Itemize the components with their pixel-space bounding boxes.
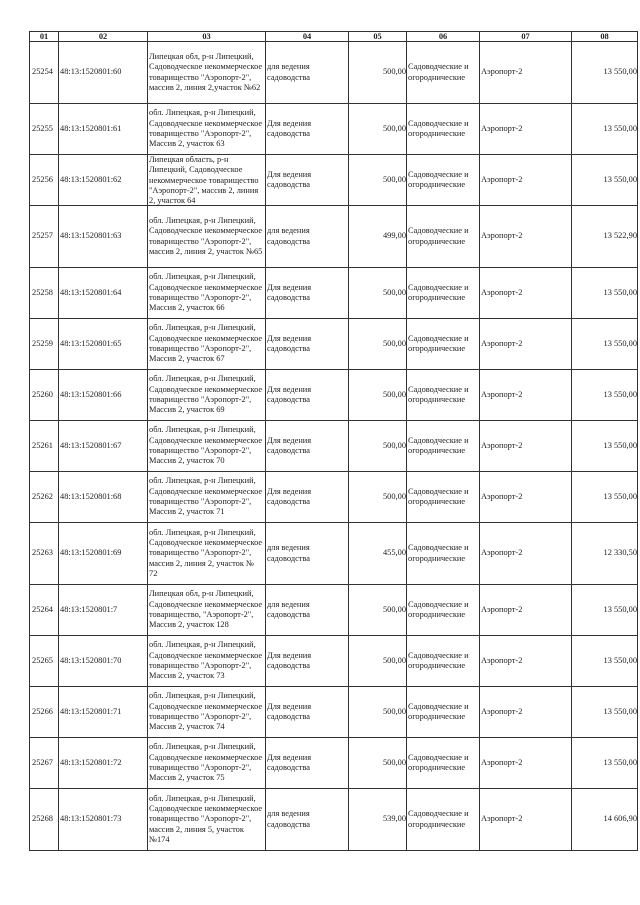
area-cell: 500,00 [349,738,407,789]
cadastral-number-cell: 48:13:1520801:61 [59,104,148,155]
table-row [30,370,638,421]
row-number-cell: 25266 [30,687,59,738]
permitted-use-cell: Для ведения садоводства [266,319,349,370]
address-cell [148,42,266,104]
partnership-name-cell: Аэропорт-2 [480,268,572,319]
permitted-use-cell: для ведения садоводства [266,789,349,851]
address-text: Липецкая обл, р-н Липецкий, Садоводческое некоммерческое товарищество "Аэропорт-2", массив 2, линия 2,участок №62 [149,51,263,92]
land-category-cell: Садоводческие и огороднические [407,789,480,851]
cadastral-number-cell: 48:13:1520801:63 [59,206,148,268]
partnership-name-cell: Аэропорт-2 [480,523,572,585]
cadastral-value-cell: 12 330,50 [572,523,638,585]
row-number-cell: 25255 [30,104,59,155]
cadastral-number-cell: 48:13:1520801:64 [59,268,148,319]
partnership-name-cell: Аэропорт-2 [480,104,572,155]
partnership-name-cell: Аэропорт-2 [480,585,572,636]
table-row [30,789,638,851]
cadastral-value-cell: 13 550,00 [572,472,638,523]
permitted-use-cell: для ведения садоводства [266,585,349,636]
table-row [30,319,638,370]
partnership-name-cell: Аэропорт-2 [480,206,572,268]
address-text: обл. Липецкая, р-н Липецкий, Садоводческое некоммерческое товарищество "Аэропорт-2", Массив 2, участок 69 [149,374,263,415]
permitted-use-cell: для ведения садоводства [266,206,349,268]
partnership-name-cell: Аэропорт-2 [480,472,572,523]
table-row [30,523,638,585]
address-cell [148,585,266,636]
permitted-use-cell: Для ведения садоводства [266,268,349,319]
address-cell [148,523,266,585]
cadastral-value-cell: 13 550,00 [572,687,638,738]
land-category-cell: Садоводческие и огороднические [407,104,480,155]
column-header: 02 [59,32,148,42]
table-row [30,155,638,206]
area-cell: 500,00 [349,636,407,687]
cadastral-number-cell: 48:13:1520801:7 [59,585,148,636]
partnership-name-cell: Аэропорт-2 [480,42,572,104]
column-header: 07 [480,32,572,42]
row-number-cell: 25262 [30,472,59,523]
address-text: Липецкая обл, р-н Липецкий, Садоводческое некоммерческое товарищество, "Аэропорт-2", Массив 2, участок 128 [149,589,263,630]
table-row [30,421,638,472]
permitted-use-cell: Для ведения садоводства [266,421,349,472]
permitted-use-cell: для ведения садоводства [266,523,349,585]
address-text: обл. Липецкая, р-н Липецкий, Садоводческое некоммерческое товарищество "Аэропорт-2", массив 2, линия 2, участок № 72 [149,527,263,578]
address-cell [148,738,266,789]
address-cell [148,104,266,155]
cadastral-number-cell: 48:13:1520801:66 [59,370,148,421]
land-category-cell: Садоводческие и огороднические [407,421,480,472]
land-category-cell: Садоводческие и огороднические [407,155,480,206]
address-text: обл. Липецкая, р-н Липецкий, Садоводческое некоммерческое товарищество "Аэропорт-2", массив 2, линия 2, участок №65 [149,215,263,256]
row-number-cell: 25264 [30,585,59,636]
land-category-cell: Садоводческие и огороднические [407,268,480,319]
cadastral-value-cell: 13 550,00 [572,268,638,319]
area-cell: 500,00 [349,370,407,421]
row-number-cell: 25258 [30,268,59,319]
cadastral-value-cell: 14 606,90 [572,789,638,851]
partnership-name-cell: Аэропорт-2 [480,789,572,851]
table-row [30,104,638,155]
permitted-use-cell: Для ведения садоводства [266,155,349,206]
address-cell [148,370,266,421]
cadastral-number-cell: 48:13:1520801:71 [59,687,148,738]
partnership-name-cell: Аэропорт-2 [480,738,572,789]
partnership-name-cell: Аэропорт-2 [480,155,572,206]
cadastral-number-cell: 48:13:1520801:68 [59,472,148,523]
land-category-cell: Садоводческие и огороднические [407,738,480,789]
column-header: 05 [349,32,407,42]
permitted-use-cell: Для ведения садоводства [266,687,349,738]
cadastral-number-cell: 48:13:1520801:65 [59,319,148,370]
cadastral-number-cell: 48:13:1520801:73 [59,789,148,851]
area-cell: 500,00 [349,319,407,370]
row-number-cell: 25260 [30,370,59,421]
cadastral-value-cell: 13 550,00 [572,104,638,155]
table-row [30,687,638,738]
cadastral-number-cell: 48:13:1520801:69 [59,523,148,585]
area-cell: 500,00 [349,472,407,523]
cadastral-value-cell: 13 550,00 [572,155,638,206]
address-cell [148,155,266,206]
row-number-cell: 25261 [30,421,59,472]
row-number-cell: 25257 [30,206,59,268]
land-category-cell: Садоводческие и огороднические [407,687,480,738]
address-cell [148,268,266,319]
land-category-cell: Садоводческие и огороднические [407,319,480,370]
cadastral-value-cell: 13 550,00 [572,319,638,370]
area-cell: 500,00 [349,687,407,738]
permitted-use-cell: Для ведения садоводства [266,104,349,155]
area-cell: 539,00 [349,789,407,851]
table-row [30,636,638,687]
area-cell: 500,00 [349,421,407,472]
address-text: обл. Липецкая, р-н Липецкий, Садоводческое некоммерческое товарищество "Аэропорт-2", Массив 2, участок 73 [149,640,263,681]
area-cell: 499,00 [349,206,407,268]
address-text: обл. Липецкая, р-н Липецкий, Садоводческое некоммерческое товарищество "Аэропорт-2", Массив 2, участок 63 [149,108,263,149]
partnership-name-cell: Аэропорт-2 [480,370,572,421]
table-row [30,472,638,523]
table-body [30,42,638,851]
cadastral-number-cell: 48:13:1520801:60 [59,42,148,104]
cadastral-number-cell: 48:13:1520801:70 [59,636,148,687]
address-cell [148,472,266,523]
address-cell [148,687,266,738]
address-text: обл. Липецкая, р-н Липецкий, Садоводческое некоммерческое товарищество "Аэропорт-2", Массив 2, участок 70 [149,425,263,466]
address-text: обл. Липецкая, р-н Липецкий, Садоводческое некоммерческое товарищество "Аэропорт-2", Массив 2, участок 71 [149,476,263,517]
cadastral-number-cell: 48:13:1520801:62 [59,155,148,206]
header-row [30,32,638,42]
area-cell: 455,00 [349,523,407,585]
row-number-cell: 25254 [30,42,59,104]
address-text: обл. Липецкая, р-н Липецкий, Садоводческое некоммерческое товарищество "Аэропорт-2", Массив 2, участок 67 [149,323,263,364]
cadastral-value-cell: 13 550,00 [572,636,638,687]
address-cell [148,636,266,687]
address-text: обл. Липецкая, р-н Липецкий, Садоводческое некоммерческое товарищество "Аэропорт-2", Массив 2, участок 66 [149,272,263,313]
permitted-use-cell: Для ведения садоводства [266,472,349,523]
partnership-name-cell: Аэропорт-2 [480,636,572,687]
land-category-cell: Садоводческие и огороднические [407,523,480,585]
partnership-name-cell: Аэропорт-2 [480,687,572,738]
table-row [30,585,638,636]
cadastral-value-cell: 13 522,90 [572,206,638,268]
address-text: обл. Липецкая, р-н Липецкий, Садоводческое некоммерческое товарищество "Аэропорт-2", Массив 2, участок 74 [149,691,263,732]
land-category-cell: Садоводческие и огороднические [407,42,480,104]
row-number-cell: 25259 [30,319,59,370]
address-cell [148,421,266,472]
address-cell [148,789,266,851]
cadastral-value-cell: 13 550,00 [572,585,638,636]
area-cell: 500,00 [349,42,407,104]
address-text: Липецкая область, р-н Липецкий, Садоводческое некоммерческое товарищество "Аэропорт-2", массив 2, линия 2, участок 64 [149,155,259,205]
row-number-cell: 25256 [30,155,59,206]
land-category-cell: Садоводческие и огороднические [407,370,480,421]
area-cell: 500,00 [349,155,407,206]
permitted-use-cell: Для ведения садоводства [266,370,349,421]
area-cell: 500,00 [349,104,407,155]
partnership-name-cell: Аэропорт-2 [480,319,572,370]
land-category-cell: Садоводческие и огороднические [407,585,480,636]
address-text: обл. Липецкая, р-н Липецкий, Садоводческое некоммерческое товарищество "Аэропорт-2", массив 2, линия 5, участок №174 [149,793,263,844]
land-category-cell: Садоводческие и огороднические [407,472,480,523]
table-row [30,42,638,104]
column-header: 06 [407,32,480,42]
land-category-cell: Садоводческие и огороднические [407,206,480,268]
table-row [30,738,638,789]
cadastral-value-cell: 13 550,00 [572,421,638,472]
cadastral-number-cell: 48:13:1520801:72 [59,738,148,789]
address-cell [148,319,266,370]
land-category-cell: Садоводческие и огороднические [407,636,480,687]
table-row [30,206,638,268]
land-plots-table [29,31,638,851]
cadastral-value-cell: 13 550,00 [572,370,638,421]
row-number-cell: 25268 [30,789,59,851]
address-cell [148,206,266,268]
address-text: обл. Липецкая, р-н Липецкий, Садоводческое некоммерческое товарищество "Аэропорт-2", Массив 2, участок 75 [149,742,263,783]
permitted-use-cell: для ведения садоводства [266,42,349,104]
column-header: 04 [266,32,349,42]
column-header: 03 [148,32,266,42]
partnership-name-cell: Аэропорт-2 [480,421,572,472]
column-header: 01 [30,32,59,42]
row-number-cell: 25263 [30,523,59,585]
area-cell: 500,00 [349,585,407,636]
row-number-cell: 25265 [30,636,59,687]
column-header: 08 [572,32,638,42]
cadastral-value-cell: 13 550,00 [572,42,638,104]
area-cell: 500,00 [349,268,407,319]
row-number-cell: 25267 [30,738,59,789]
cadastral-value-cell: 13 550,00 [572,738,638,789]
permitted-use-cell: Для ведения садоводства [266,738,349,789]
cadastral-number-cell: 48:13:1520801:67 [59,421,148,472]
permitted-use-cell: Для ведения садоводства [266,636,349,687]
table-row [30,268,638,319]
